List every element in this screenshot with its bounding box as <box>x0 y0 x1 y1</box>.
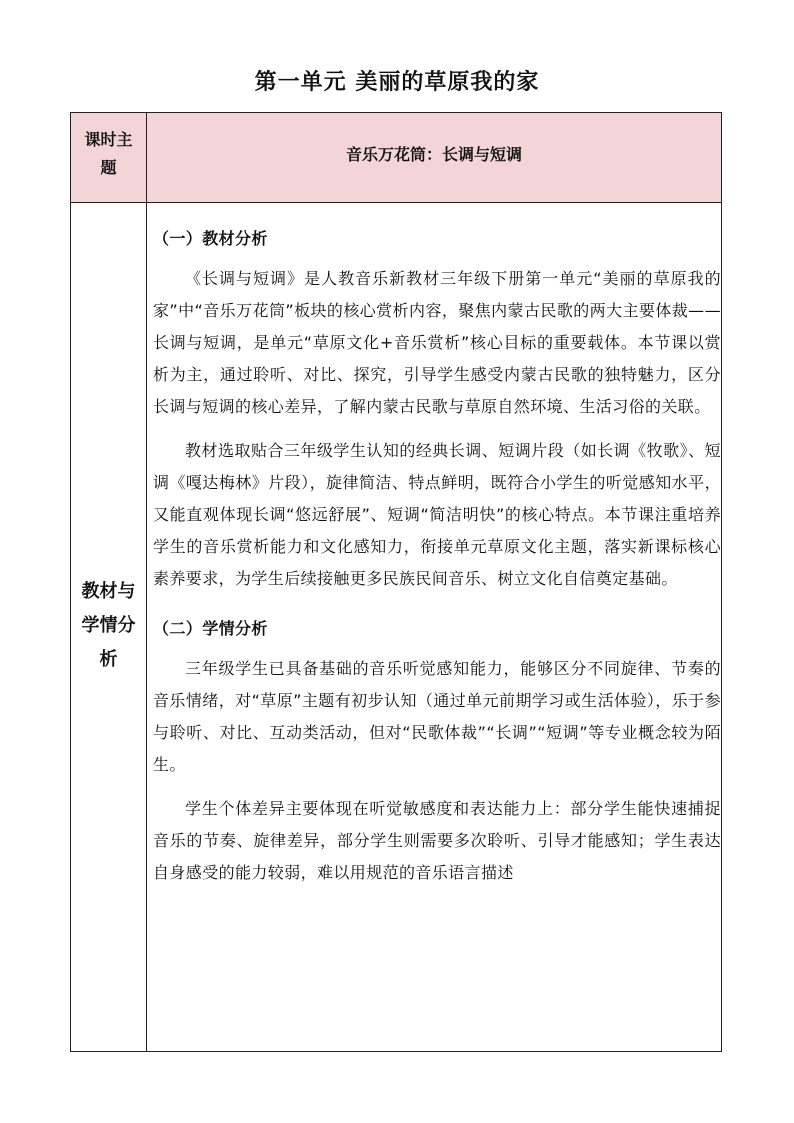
document-title: 第一单元 美丽的草原我的家 <box>254 70 540 95</box>
analysis-label-line: 析 <box>99 649 118 670</box>
topic-label-line: 题 <box>100 158 117 177</box>
lesson-plan-table <box>70 112 722 1052</box>
section-heading-textbook: （一）教材分析 <box>153 229 268 248</box>
paragraph: 学生个体差异主要体现在听觉敏感度和表达能力上：部分学生能快速捕捉音乐的节奏、旋律差异，部分学生则需要多次聆听、引导才能感知；学生表达自身感受的能力较弱，难以用规范的音乐语言描述 <box>153 799 721 882</box>
topic-value-cell: 音乐万花筒：长调与短调 <box>345 145 522 164</box>
analysis-label-line: 教材与 <box>81 581 136 602</box>
paragraph: 《长调与短调》是人教音乐新教材三年级下册第一单元“美丽的草原我的家”中“音乐万花筒”板块的核心赏析内容，聚焦内蒙古民歌的两大主要体裁——长调与短调，是单元“草原文化+音乐赏析”核心目标的重要载体。本节课以赏析为主，通过聆听、对比、探究，引导学生感受内蒙古民歌的独特魅力，区分长调与短调的核心差异，了解内蒙古民歌与草原自然环境、生活习俗的关联。 <box>153 269 721 416</box>
analysis-label-line: 学情分 <box>81 615 136 636</box>
section-heading-students: （二）学情分析 <box>153 619 268 638</box>
topic-label-line: 课时主 <box>84 130 133 149</box>
paragraph: 三年级学生已具备基础的音乐听觉感知能力，能够区分不同旋律、节奏的音乐情绪，对“草原”主题有初步认知（通过单元前期学习或生活体验），乐于参与聆听、对比、互动类活动，但对“民歌体裁”“长调”“短调”等专业概念较为陌生。 <box>153 659 721 774</box>
column-divider <box>146 113 147 1051</box>
topic-label-cell <box>71 126 146 182</box>
paragraph: 教材选取贴合三年级学生认知的经典长调、短调片段（如长调《牧歌》、短调《嘎达梅林》片段），旋律简洁、特点鲜明，既符合小学生的听觉感知水平，又能直观体现长调“悠远舒展”、短调“简洁明快”的核心特点。本节课注重培养学生的音乐赏析能力和文化感知力，衔接单元草原文化主题，落实新课标核心素养要求，为学生后续接触更多民族民间音乐、树立文化自信奠定基础。 <box>153 441 721 588</box>
analysis-label-cell <box>71 575 146 677</box>
analysis-content-cell <box>153 205 721 901</box>
